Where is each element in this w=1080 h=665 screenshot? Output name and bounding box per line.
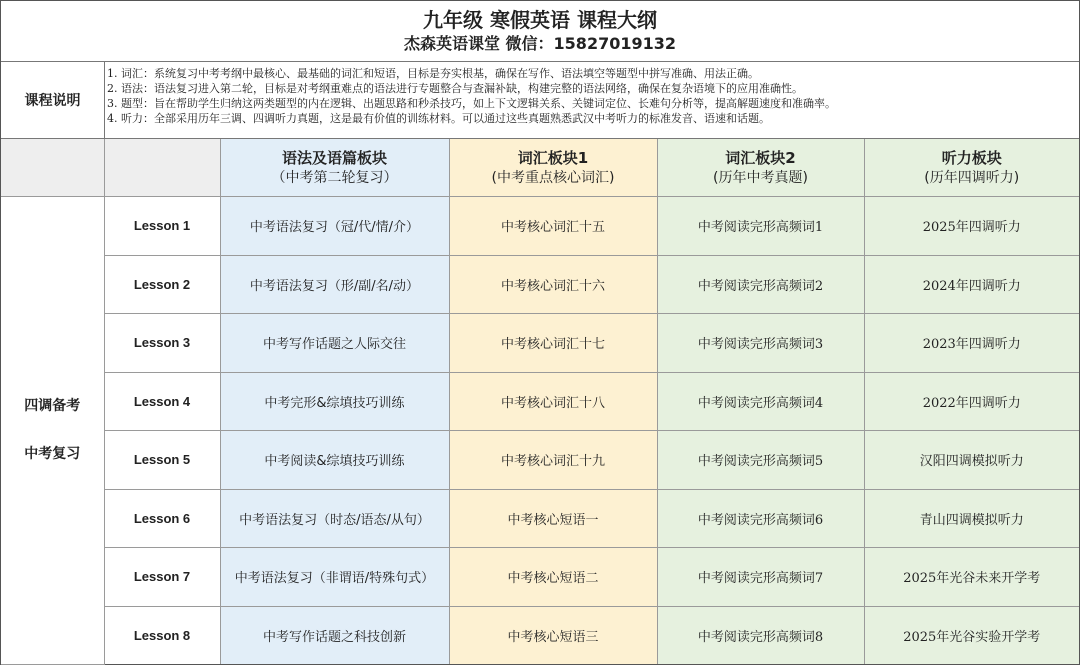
course-description xyxy=(1,62,1079,139)
description-line: 1. 词汇：系统复习中考考纲中最核心、最基础的词汇和短语，目标是夯实根基，确保在写作、语法填空等题型中拼写准确、用法正确。 xyxy=(107,67,759,80)
column-title: 词汇板块2 xyxy=(725,148,796,167)
table-row xyxy=(1,255,1079,314)
listening-topic: 2025年四调听力 xyxy=(864,197,1079,256)
table-row xyxy=(1,489,1079,548)
listening-topic: 2025年光谷实验开学考 xyxy=(864,606,1079,664)
listening-topic: 2022年四调听力 xyxy=(864,372,1079,431)
grammar-topic: 中考写作话题之科技创新 xyxy=(220,606,449,664)
column-subtitle: （中考第二轮复习） xyxy=(271,169,398,186)
grammar-topic: 中考语法复习（冠/代/情/介） xyxy=(220,197,449,256)
listening-topic: 2024年四调听力 xyxy=(864,255,1079,314)
page-subtitle: 杰森英语课堂 微信：15827019132 xyxy=(403,34,677,53)
table-header-row xyxy=(1,139,1079,197)
vocab-exam-topic: 中考阅读完形高频词5 xyxy=(657,431,864,490)
vocab-core-topic: 中考核心短语二 xyxy=(449,548,657,607)
vocab-core-topic: 中考核心词汇十七 xyxy=(449,314,657,373)
vocab-exam-topic: 中考阅读完形高频词7 xyxy=(657,548,864,607)
column-subtitle: (中考重点核心词汇) xyxy=(491,169,615,186)
column-header-grammar xyxy=(220,139,449,197)
title-block xyxy=(1,1,1079,62)
description-line: 2. 语法：语法复习进入第二轮，目标是对考纲重难点的语法进行专题整合与查漏补缺，构建完整的语法网络，确保在复杂语境下的应用准确性。 xyxy=(107,82,803,95)
lesson-name: Lesson 1 xyxy=(104,197,220,256)
grammar-topic: 中考写作话题之人际交往 xyxy=(220,314,449,373)
lesson-name: Lesson 3 xyxy=(104,314,220,373)
table-row xyxy=(1,431,1079,490)
lesson-name: Lesson 8 xyxy=(104,606,220,664)
section-label xyxy=(1,197,104,665)
description-line: 4. 听力：全部采用历年三调、四调听力真题，这是最有价值的训练材料。可以通过这些真题熟悉武汉中考听力的标准发音、语速和话题。 xyxy=(107,112,770,125)
vocab-exam-topic: 中考阅读完形高频词4 xyxy=(657,372,864,431)
column-title: 词汇板块1 xyxy=(517,148,589,167)
section-label-line: 中考复习 xyxy=(24,446,81,463)
lesson-name: Lesson 6 xyxy=(104,489,220,548)
table-row xyxy=(1,197,1079,256)
listening-topic: 2023年四调听力 xyxy=(864,314,1079,373)
table-row xyxy=(1,372,1079,431)
schedule-table xyxy=(1,139,1079,665)
vocab-exam-topic: 中考阅读完形高频词8 xyxy=(657,606,864,664)
lesson-name: Lesson 4 xyxy=(104,372,220,431)
vocab-core-topic: 中考核心词汇十五 xyxy=(449,197,657,256)
column-header-vocab2 xyxy=(657,139,864,197)
course-description-text xyxy=(105,62,1079,138)
vocab-core-topic: 中考核心短语一 xyxy=(449,489,657,548)
grammar-topic: 中考阅读&综填技巧训练 xyxy=(220,431,449,490)
grammar-topic: 中考语法复习（时态/语态/从句） xyxy=(220,489,449,548)
listening-topic: 青山四调模拟听力 xyxy=(864,489,1079,548)
header-blank-cell xyxy=(1,139,104,197)
section-label-line: 四调备考 xyxy=(24,398,81,415)
header-blank-cell xyxy=(104,139,220,197)
vocab-exam-topic: 中考阅读完形高频词6 xyxy=(657,489,864,548)
grammar-topic: 中考完形&综填技巧训练 xyxy=(220,372,449,431)
lesson-name: Lesson 2 xyxy=(104,255,220,314)
vocab-core-topic: 中考核心词汇十六 xyxy=(449,255,657,314)
column-subtitle: (历年四调听力) xyxy=(924,169,1020,186)
column-title: 语法及语篇板块 xyxy=(281,148,387,167)
column-header-listening xyxy=(864,139,1079,197)
column-subtitle: (历年中考真题) xyxy=(713,169,808,186)
grammar-topic: 中考语法复习（非谓语/特殊句式） xyxy=(220,548,449,607)
column-title: 听力板块 xyxy=(941,148,1002,167)
column-header-vocab1 xyxy=(449,139,657,197)
course-description-label: 课程说明 xyxy=(1,62,105,138)
table-row xyxy=(1,606,1079,664)
lesson-name: Lesson 5 xyxy=(104,431,220,490)
vocab-core-topic: 中考核心短语三 xyxy=(449,606,657,664)
lesson-name: Lesson 7 xyxy=(104,548,220,607)
table-row xyxy=(1,314,1079,373)
vocab-exam-topic: 中考阅读完形高频词1 xyxy=(657,197,864,256)
description-line: 3. 题型：旨在帮助学生归纳这两类题型的内在逻辑、出题思路和秒杀技巧，如上下文逻辑关系、关键词定位、长难句分析等，提高解题速度和准确率。 xyxy=(107,97,836,110)
table-row xyxy=(1,548,1079,607)
vocab-exam-topic: 中考阅读完形高频词3 xyxy=(657,314,864,373)
vocab-core-topic: 中考核心词汇十八 xyxy=(449,372,657,431)
listening-topic: 2025年光谷未来开学考 xyxy=(864,548,1079,607)
vocab-exam-topic: 中考阅读完形高频词2 xyxy=(657,255,864,314)
page-title: 九年级 寒假英语 课程大纲 xyxy=(423,8,657,32)
grammar-topic: 中考语法复习（形/副/名/动） xyxy=(220,255,449,314)
vocab-core-topic: 中考核心词汇十九 xyxy=(449,431,657,490)
listening-topic: 汉阳四调模拟听力 xyxy=(864,431,1079,490)
